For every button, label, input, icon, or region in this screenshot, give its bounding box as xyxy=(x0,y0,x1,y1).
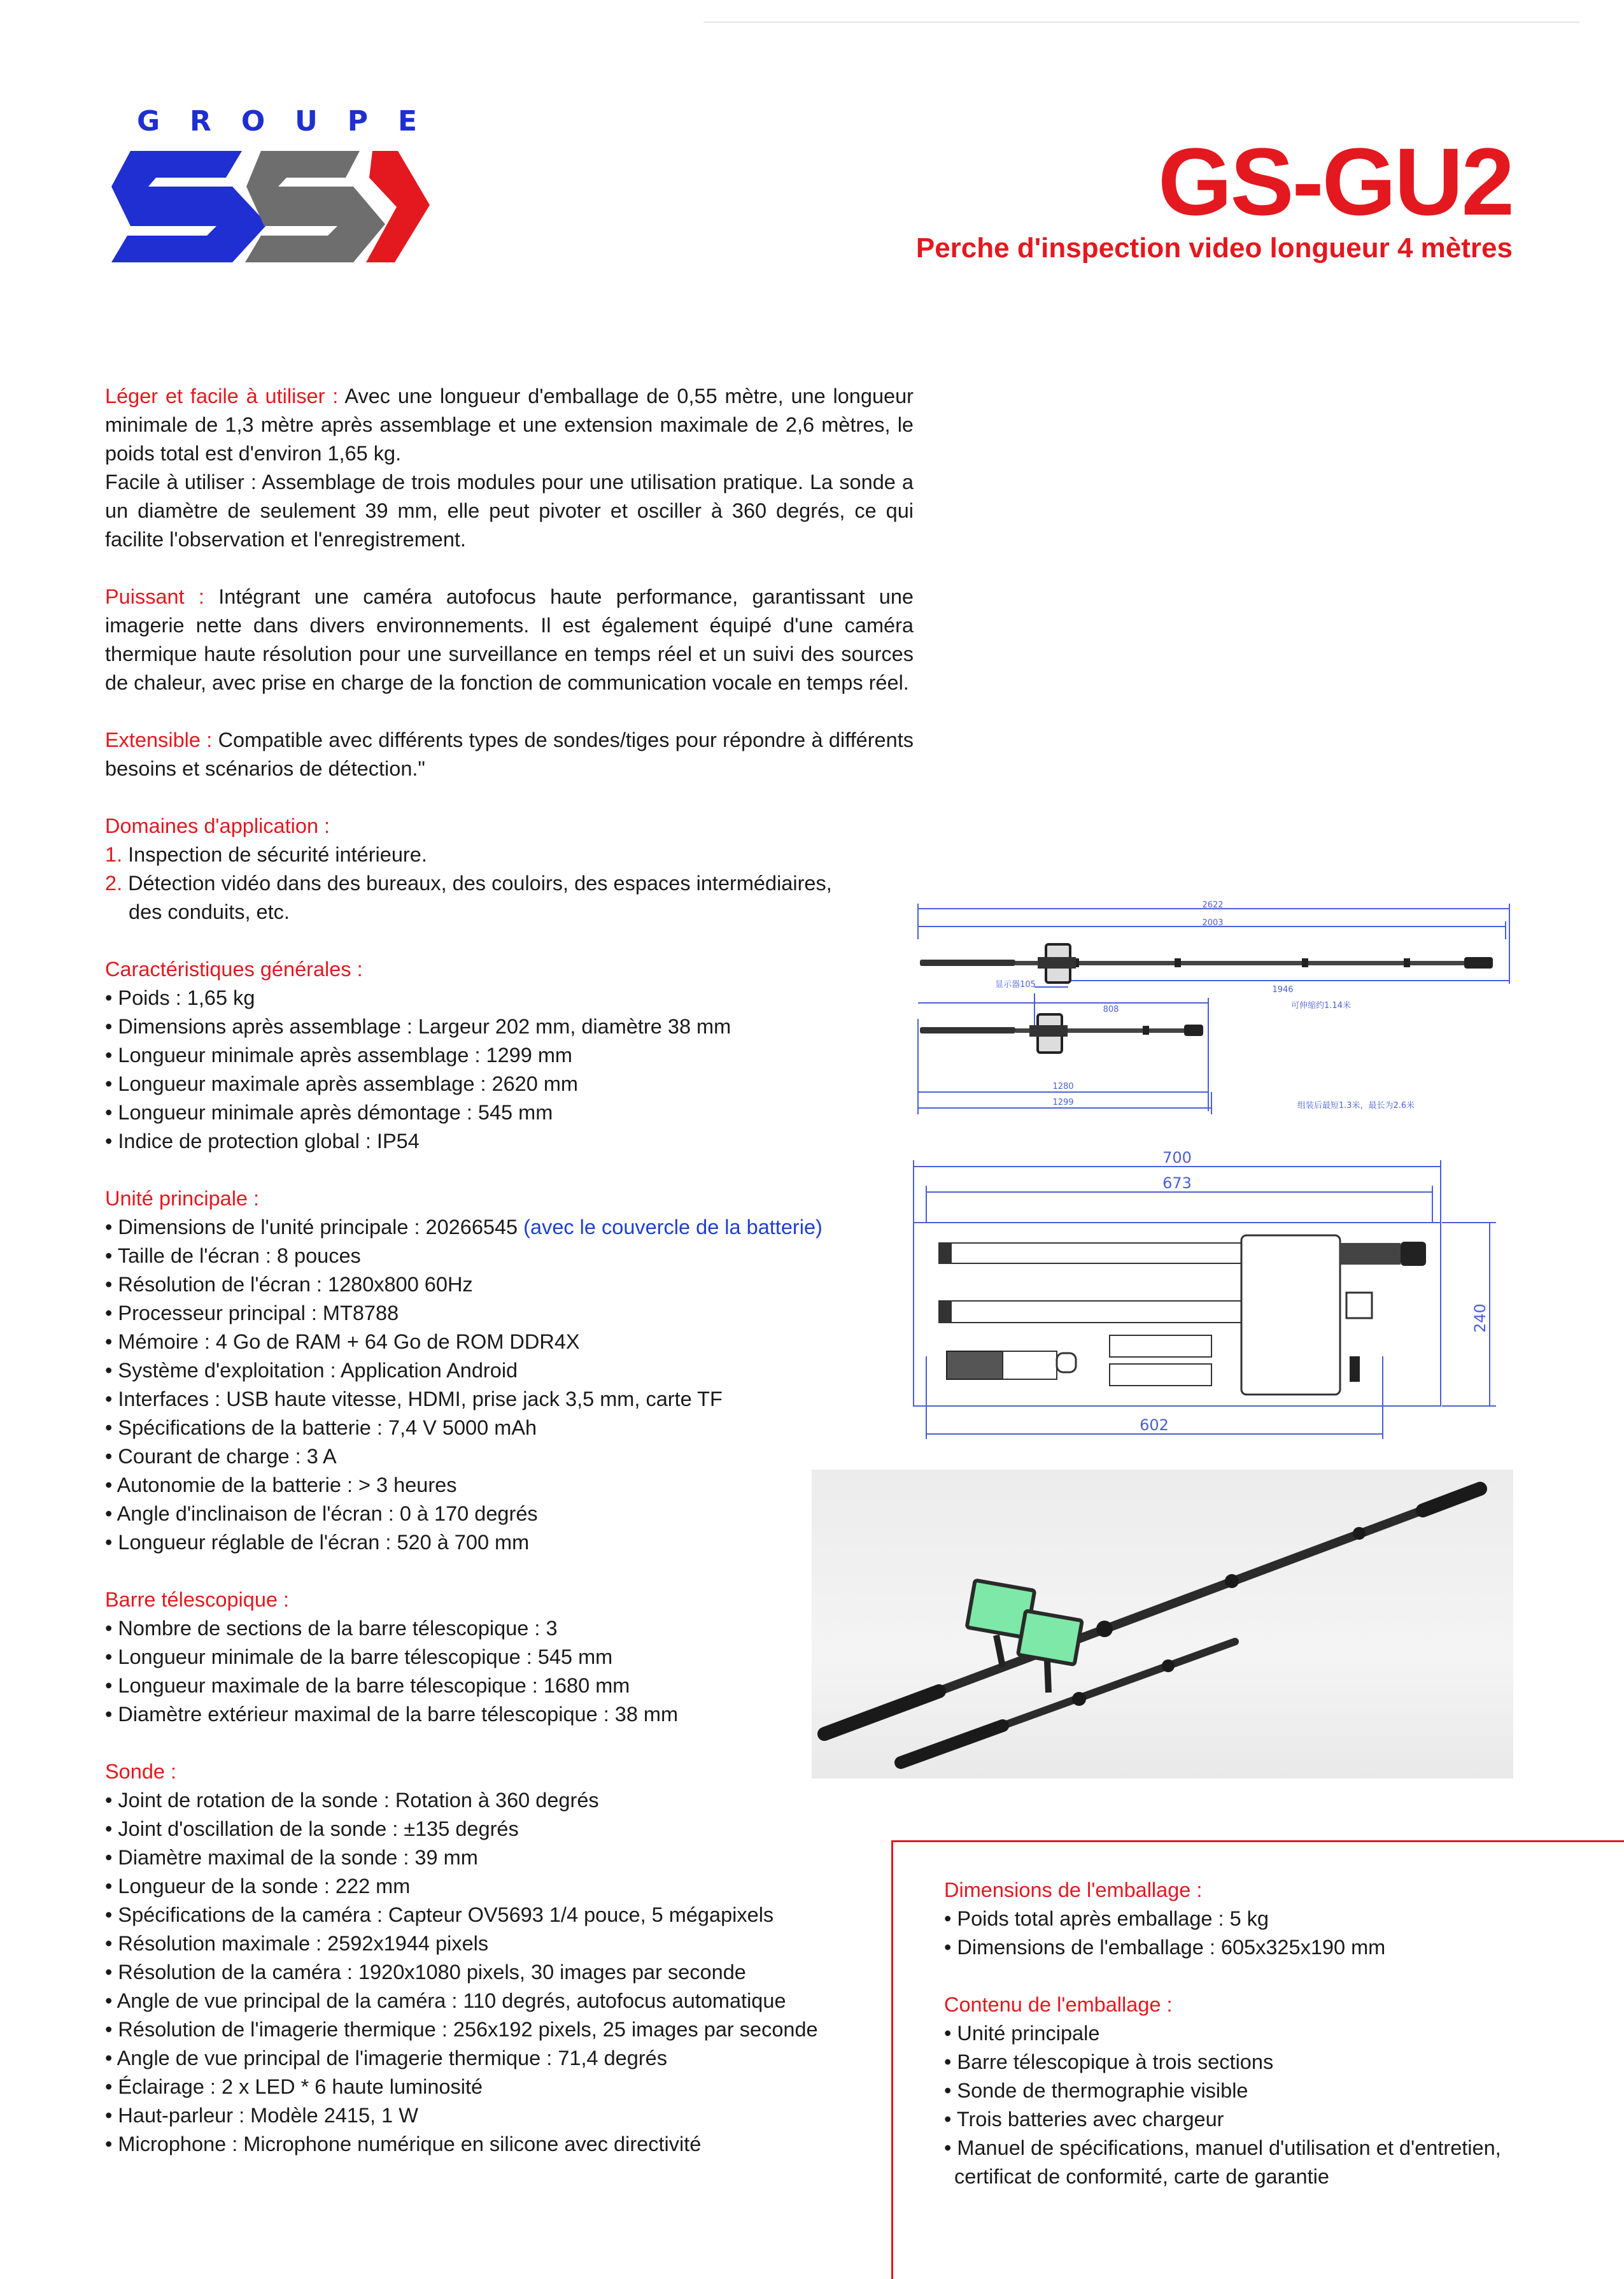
intro-facile: Facile à utiliser : Assemblage de trois modules pour une utilisation pratique. La sonde a un diamètre de seulement 39 mm, elle peut pivoter et osciller à 360 degrés, ce qui facilite l'observation et l'enregistrement. xyxy=(105,471,914,551)
domaine-item: 2. Détection vidéo dans des bureaux, des couloirs, des espaces intermédiaires, des conduits, etc. xyxy=(105,872,832,923)
list-item: • Poids total après emballage : 5 kg xyxy=(944,1907,1269,1930)
generales-heading: Caractéristiques générales : xyxy=(105,958,363,981)
list-item: • Spécifications de la caméra : Capteur OV5693 1/4 pouce, 5 mégapixels xyxy=(105,1903,774,1926)
list-item: • Angle de vue principal de l'imagerie thermique : 71,4 degrés xyxy=(105,2047,667,2070)
list-item: • Diamètre maximal de la sonde : 39 mm xyxy=(105,1846,478,1869)
barre-heading: Barre télescopique : xyxy=(105,1588,290,1611)
emballage-heading: Dimensions de l'emballage : xyxy=(944,1878,1203,1901)
domaine-item: 1. Inspection de sécurité intérieure. xyxy=(105,843,427,866)
list-item: • Barre télescopique à trois sections xyxy=(944,2050,1274,2073)
list-item: • Joint de rotation de la sonde : Rotation à 360 degrés xyxy=(105,1789,599,1812)
list-item: • Angle de vue principal de la caméra : 110 degrés, autofocus automatique xyxy=(105,1989,786,2012)
intro-puissant: Puissant : Intégrant une caméra autofocus haute performance, garantissant une imagerie nette dans divers environnements. Il est également équipé d'une caméra thermique haute résolution pour une surveillance en temps réel et un suivi des sources de chaleur, avec prise en charge de la fonction de communication vocale en temps réel. xyxy=(105,585,914,694)
list-item: • Manuel de spécifications, manuel d'utilisation et d'entretien, xyxy=(944,2136,1501,2159)
intro-leger: Léger et facile à utiliser : Avec une longueur d'emballage de 0,55 mètre, une longueur minimale de 1,3 mètre après assemblage et une extension maximale de 2,6 mètres, le poids total est d'environ 1,65 kg. xyxy=(105,385,914,465)
list-item: certificat de conformité, carte de garantie xyxy=(954,2165,1329,2188)
top-divider xyxy=(703,22,1579,23)
product-title: GS-GU2 xyxy=(1157,128,1513,235)
list-item: • Poids : 1,65 kg xyxy=(105,986,255,1009)
list-item: • Résolution de l'imagerie thermique : 256x192 pixels, 25 images par seconde xyxy=(105,2018,818,2041)
list-item: • Longueur minimale après démontage : 545 mm xyxy=(105,1101,553,1124)
dim-label: 可伸缩约1.14米 xyxy=(1291,1001,1351,1011)
list-item: • Longueur de la sonde : 222 mm xyxy=(105,1875,411,1898)
list-item: • Sonde de thermographie visible xyxy=(944,2079,1248,2102)
dim-label: 673 xyxy=(1162,1174,1192,1192)
product-photo xyxy=(812,1470,1513,1778)
list-item: • Unité principale xyxy=(944,2022,1100,2045)
list-item: • Taille de l'écran : 8 pouces xyxy=(105,1244,361,1267)
list-item: • Dimensions après assemblage : Largeur 202 mm, diamètre 38 mm xyxy=(105,1015,731,1038)
list-item: • Angle d'inclinaison de l'écran : 0 à 170 degrés xyxy=(105,1502,538,1525)
list-item: • Système d'exploitation : Application Android xyxy=(105,1359,518,1382)
pole-dimension-drawing xyxy=(907,901,1518,1118)
dim-label: 808 xyxy=(1103,1005,1119,1014)
list-item: • Mémoire : 4 Go de RAM + 64 Go de ROM DDR4X xyxy=(105,1330,580,1353)
groupe-ssi-logo xyxy=(111,105,442,274)
list-item: • Diamètre extérieur maximal de la barre télescopique : 38 mm xyxy=(105,1703,679,1726)
unit-dimension-drawing xyxy=(907,1146,1506,1442)
dim-label: 700 xyxy=(1162,1149,1192,1167)
dim-label: 2003 xyxy=(1202,918,1224,928)
dim-label: 显示器105 xyxy=(995,980,1036,990)
inspection-pole-image xyxy=(812,1470,1513,1778)
list-item: • Nombre de sections de la barre télescopique : 3 xyxy=(105,1617,558,1640)
list-item: • Processeur principal : MT8788 xyxy=(105,1302,399,1324)
list-item: • Longueur maximale de la barre télescopique : 1680 mm xyxy=(105,1674,630,1697)
list-item: • Longueur minimale après assemblage : 1299 mm xyxy=(105,1044,572,1067)
list-item: • Dimensions de l'emballage : 605x325x190 mm xyxy=(944,1936,1386,1959)
logo-wordmark: G R O U P E xyxy=(137,105,417,138)
list-item: • Dimensions de l'unité principale : 20266545 (avec le couvercle de la batterie) xyxy=(105,1216,823,1239)
dim-label: 2622 xyxy=(1202,901,1224,910)
list-item: • Courant de charge : 3 A xyxy=(105,1445,337,1468)
list-item: • Longueur minimale de la barre télescopique : 545 mm xyxy=(105,1645,613,1668)
list-item: • Longueur maximale après assemblage : 2620 mm xyxy=(105,1072,579,1095)
dim-label: 1299 xyxy=(1052,1098,1074,1107)
sonde-heading: Sonde : xyxy=(105,1760,177,1783)
packaging-box xyxy=(891,1840,1624,2279)
list-item: • Éclairage : 2 x LED * 6 haute luminosité xyxy=(105,2075,483,2098)
dim-label: 组装后最短1.3米，最长为2.6米 xyxy=(1297,1101,1415,1111)
list-item: • Longueur réglable de l'écran : 520 à 700 mm xyxy=(105,1531,530,1554)
dim-label: 1946 xyxy=(1272,985,1294,995)
list-item: • Indice de protection global : IP54 xyxy=(105,1130,420,1153)
list-item: • Résolution de la caméra : 1920x1080 pixels, 30 images par seconde xyxy=(105,1961,746,1984)
dim-label: 602 xyxy=(1140,1416,1169,1434)
list-item: • Autonomie de la batterie : > 3 heures xyxy=(105,1473,457,1496)
product-subtitle: Perche d'inspection video longueur 4 mètres xyxy=(915,232,1513,264)
intro-extensible: Extensible : Compatible avec différents types de sondes/tiges pour répondre à différents besoins et scénarios de détection." xyxy=(105,728,914,780)
dim-label: 1280 xyxy=(1052,1082,1074,1091)
list-item: • Haut-parleur : Modèle 2415, 1 W xyxy=(105,2104,418,2127)
list-item: • Résolution de l'écran : 1280x800 60Hz xyxy=(105,1273,473,1296)
list-item: • Interfaces : USB haute vitesse, HDMI, prise jack 3,5 mm, carte TF xyxy=(105,1388,723,1410)
unite-heading: Unité principale : xyxy=(105,1187,260,1210)
spec-text-column xyxy=(105,382,914,2159)
contenu-heading: Contenu de l'emballage : xyxy=(944,1993,1173,2016)
ssi-chevrons-icon xyxy=(111,151,436,269)
domaines-heading: Domaines d'application : xyxy=(105,814,330,837)
list-item: • Trois batteries avec chargeur xyxy=(944,2108,1224,2131)
list-item: • Microphone : Microphone numérique en silicone avec directivité xyxy=(105,2133,702,2155)
list-item: • Joint d'oscillation de la sonde : ±135 degrés xyxy=(105,1817,519,1840)
list-item: • Résolution maximale : 2592x1944 pixels xyxy=(105,1932,489,1955)
dim-label: 240 xyxy=(1471,1303,1489,1333)
list-item: • Spécifications de la batterie : 7,4 V 5000 mAh xyxy=(105,1416,537,1439)
packaging-content xyxy=(944,1876,1501,2191)
